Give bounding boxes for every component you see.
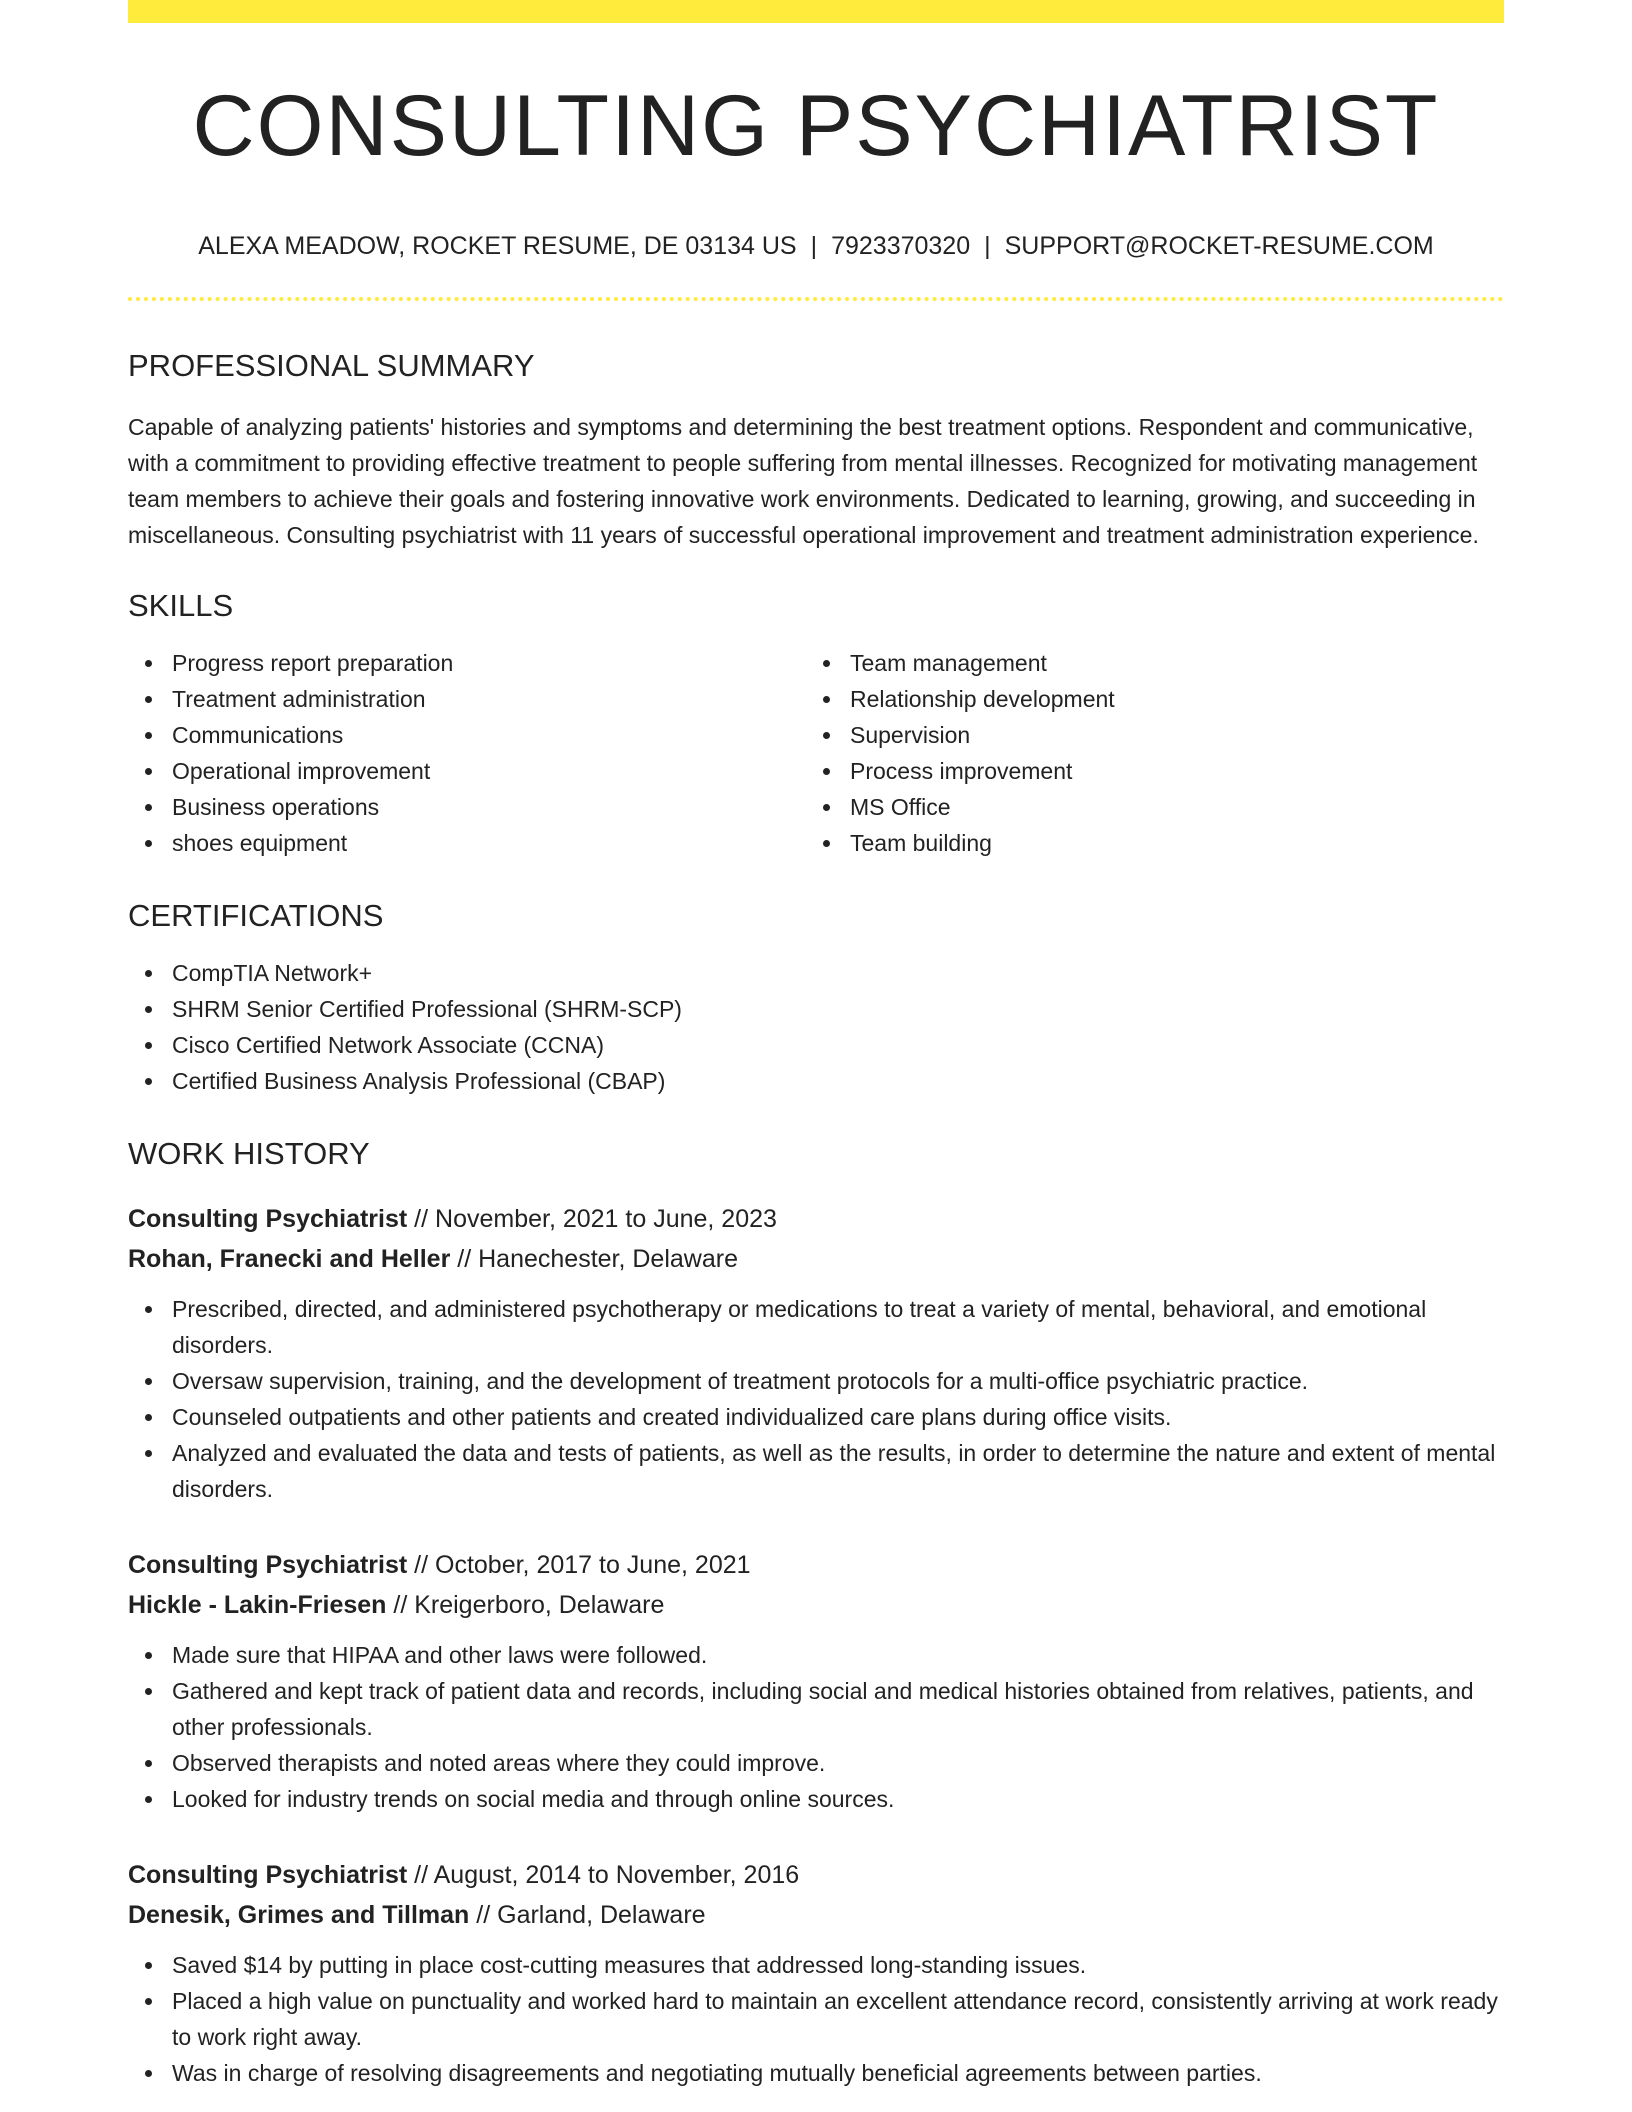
skill-item: Progress report preparation	[128, 645, 806, 681]
job-title-line	[128, 1855, 1504, 1895]
job-title-line	[128, 1199, 1504, 1239]
contact-separator: |	[810, 232, 818, 260]
skill-item: Team building	[806, 825, 1484, 861]
skill-item: Operational improvement	[128, 753, 806, 789]
skills-heading: SKILLS	[128, 588, 234, 623]
job-dates: // August, 2014 to November, 2016	[414, 1861, 800, 1889]
job-entry	[128, 1545, 1504, 1817]
certifications-heading: CERTIFICATIONS	[128, 898, 384, 933]
skill-item: Process improvement	[806, 753, 1484, 789]
skill-item: Communications	[128, 717, 806, 753]
job-bullet: Analyzed and evaluated the data and tests of patients, as well as the results, in order to determine the nature and extent of mental disorders.	[128, 1435, 1504, 1507]
skills-column-right	[806, 645, 1484, 861]
contact-email: SUPPORT@ROCKET-RESUME.COM	[1004, 232, 1434, 260]
job-bullet: Looked for industry trends on social media and through online sources.	[128, 1781, 1504, 1817]
dotted-divider	[128, 297, 1504, 301]
job-company: Rohan, Franecki and Heller	[128, 1245, 451, 1273]
job-title: Consulting Psychiatrist	[128, 1551, 408, 1579]
resume-title: CONSULTING PSYCHIATRIST	[192, 78, 1440, 174]
job-location: // Kreigerboro, Delaware	[393, 1591, 665, 1619]
skills-column-left	[128, 645, 806, 861]
skill-item: shoes equipment	[128, 825, 806, 861]
summary-heading: PROFESSIONAL SUMMARY	[128, 348, 535, 383]
certification-item: SHRM Senior Certified Professional (SHRM-SCP)	[128, 991, 1504, 1027]
contact-separator: |	[984, 232, 991, 260]
job-location: // Hanechester, Delaware	[457, 1245, 738, 1273]
summary-text: Capable of analyzing patients' histories and symptoms and determining the best treatment options. Respondent and communicative, with a commitment to providing effective treatment to people suffering from mental illnesses. Recognized for motivating management team members to achieve their goals and fostering innovative work environments. Dedicated to learning, growing, and succeeding in miscellaneous. Consulting psychiatrist with 11 years of successful operational improvement and treatment administration experience.	[128, 414, 1479, 548]
job-bullet: Saved $14 by putting in place cost-cutting measures that addressed long-standing issues.	[128, 1947, 1504, 1983]
contact-phone: 7923370320	[831, 232, 971, 260]
job-company: Hickle - Lakin-Friesen	[128, 1591, 387, 1619]
skill-item: Supervision	[806, 717, 1484, 753]
job-company-line	[128, 1239, 1504, 1279]
resume-page	[128, 0, 1504, 2091]
skill-item: MS Office	[806, 789, 1484, 825]
skill-item: Relationship development	[806, 681, 1484, 717]
certifications-list	[128, 955, 1504, 1099]
accent-top-bar	[128, 0, 1504, 23]
job-title: Consulting Psychiatrist	[128, 1205, 408, 1233]
contact-address: ALEXA MEADOW, ROCKET RESUME, DE 03134 US	[198, 232, 797, 260]
work-history-heading: WORK HISTORY	[128, 1136, 370, 1171]
skills-list-right	[806, 645, 1484, 861]
job-bullet-list	[128, 1947, 1504, 2091]
job-company: Denesik, Grimes and Tillman	[128, 1901, 470, 1929]
skills-grid	[128, 645, 1504, 861]
job-entry	[128, 1199, 1504, 1507]
job-dates: // October, 2017 to June, 2021	[414, 1551, 751, 1579]
job-bullet: Was in charge of resolving disagreements and negotiating mutually beneficial agreements between parties.	[128, 2055, 1504, 2091]
job-bullet: Oversaw supervision, training, and the development of treatment protocols for a multi-office psychiatric practice.	[128, 1363, 1504, 1399]
job-bullet: Observed therapists and noted areas where they could improve.	[128, 1745, 1504, 1781]
job-bullet: Placed a high value on punctuality and worked hard to maintain an excellent attendance record, consistently arriving at work ready to work right away.	[128, 1983, 1504, 2055]
certification-item: Cisco Certified Network Associate (CCNA)	[128, 1027, 1504, 1063]
job-bullet: Counseled outpatients and other patients and created individualized care plans during office visits.	[128, 1399, 1504, 1435]
certification-item: Certified Business Analysis Professional (CBAP)	[128, 1063, 1504, 1099]
skill-item: Team management	[806, 645, 1484, 681]
job-title: Consulting Psychiatrist	[128, 1861, 408, 1889]
job-bullet: Made sure that HIPAA and other laws were followed.	[128, 1637, 1504, 1673]
job-bullet-list	[128, 1291, 1504, 1507]
job-company-line	[128, 1585, 1504, 1625]
certification-item: CompTIA Network+	[128, 955, 1504, 991]
skills-list-left	[128, 645, 806, 861]
job-entry	[128, 1855, 1504, 2091]
skill-item: Business operations	[128, 789, 806, 825]
job-title-line	[128, 1545, 1504, 1585]
job-bullet: Gathered and kept track of patient data and records, including social and medical histories obtained from relatives, patients, and other professionals.	[128, 1673, 1504, 1745]
skill-item: Treatment administration	[128, 681, 806, 717]
job-bullet-list	[128, 1637, 1504, 1817]
job-location: // Garland, Delaware	[476, 1901, 706, 1929]
job-dates: // November, 2021 to June, 2023	[414, 1205, 777, 1233]
contact-line	[128, 234, 1504, 259]
job-bullet: Prescribed, directed, and administered psychotherapy or medications to treat a variety of mental, behavioral, and emotional disorders.	[128, 1291, 1504, 1363]
job-company-line	[128, 1895, 1504, 1935]
